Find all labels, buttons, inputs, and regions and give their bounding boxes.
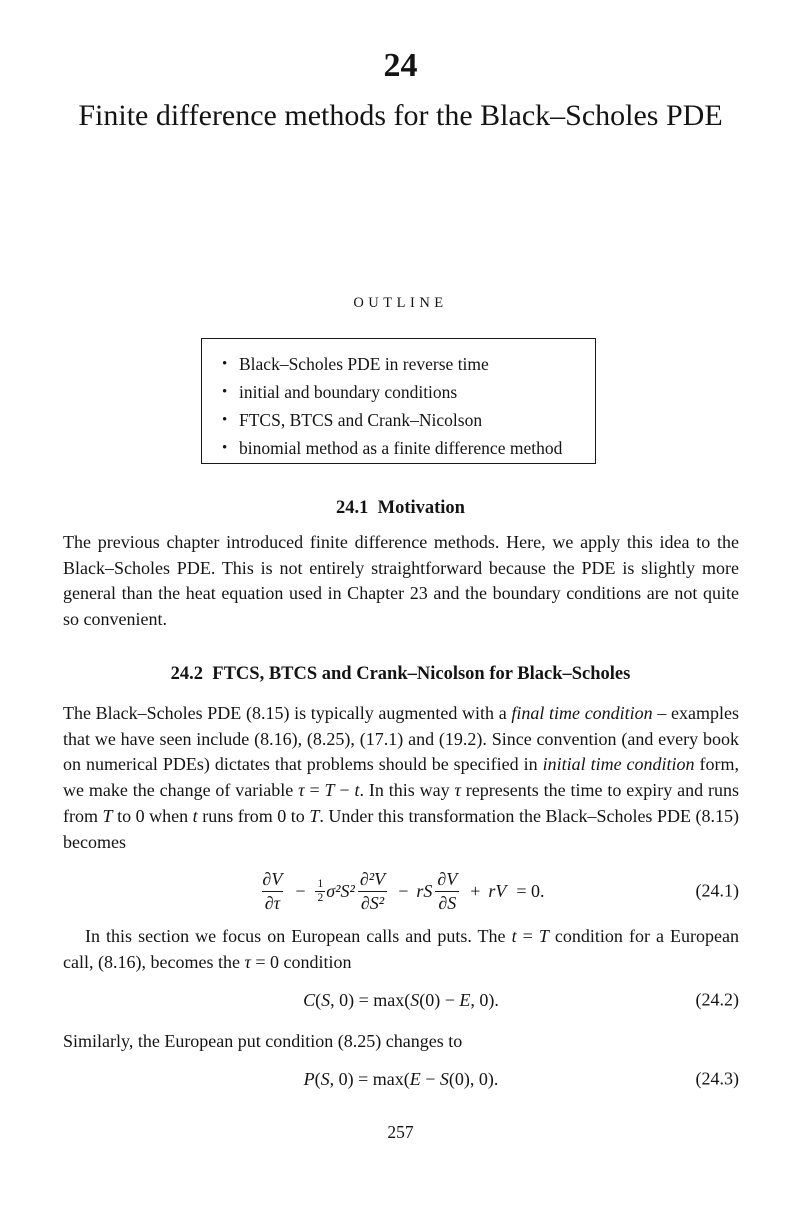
math-var: T bbox=[538, 926, 549, 946]
outline-item bbox=[222, 350, 587, 378]
math-var: T bbox=[309, 805, 320, 826]
equation-24-2-content bbox=[63, 987, 739, 1013]
text-run-italic: initial time condition bbox=[542, 754, 695, 775]
page-number: 257 bbox=[387, 1122, 414, 1142]
paragraph-european-put: Similarly, the European put condition (8.25) changes to bbox=[63, 1031, 463, 1051]
fraction-one-half bbox=[315, 878, 325, 905]
equation-24-3-content bbox=[63, 1066, 739, 1092]
text-run: − bbox=[334, 780, 355, 801]
outline-item-label: Black–Scholes PDE in reverse time bbox=[239, 354, 489, 374]
section-24-2-heading: 24.2 FTCS, BTCS and Crank–Nicolson for Black–Scholes bbox=[170, 664, 631, 684]
text-run: – examples that we have seen include (8.16), (8.25), (17.1) and (19.2). Since convention (and every book on numerical PDEs) dictates that problems should be specified in bbox=[63, 703, 739, 775]
math-var: E bbox=[459, 990, 471, 1010]
paragraph-motivation: The previous chapter introduced finite difference methods. Here, we apply this idea to the Black–Scholes PDE. This is not entirely straightforward because the PDE is slightly more general than the heat equation used in Chapter 23 and the boundary conditions are not quite so convenient. bbox=[63, 532, 739, 630]
fraction-numerator: ∂²V bbox=[359, 868, 386, 889]
outline-list bbox=[202, 339, 595, 462]
outline-item bbox=[222, 434, 587, 462]
equation-24-3 bbox=[63, 1066, 739, 1092]
equation-number-24-3: (24.3) bbox=[695, 1068, 739, 1089]
rS-term: rS bbox=[416, 880, 433, 901]
fraction-denominator: ∂τ bbox=[262, 891, 283, 915]
math-var: t bbox=[354, 780, 360, 801]
text-run: . In this way bbox=[359, 780, 455, 801]
fraction-dV-dtau bbox=[259, 868, 285, 915]
bullet-icon: • bbox=[222, 440, 228, 456]
sigma-squared-S-squared: σ²S² bbox=[326, 880, 355, 901]
text-run: − bbox=[420, 1069, 440, 1089]
plus-operator: + bbox=[470, 880, 481, 901]
math-var: S bbox=[320, 1069, 330, 1089]
math-var: C bbox=[303, 990, 316, 1010]
text-run: . Under this transformation the Black–Scholes PDE (8.15) becomes bbox=[63, 805, 739, 852]
fraction-denominator: 2 bbox=[317, 891, 324, 904]
text-run: (0) − bbox=[419, 990, 460, 1010]
outline-heading: OUTLINE bbox=[353, 295, 448, 311]
rV-term: rV bbox=[488, 880, 507, 901]
outline-item-label: binomial method as a finite difference method bbox=[239, 438, 563, 458]
equation-24-1 bbox=[63, 862, 739, 920]
text-run: to 0 when bbox=[112, 805, 193, 826]
text-run: , 0). bbox=[470, 990, 499, 1010]
math-var: τ bbox=[244, 951, 251, 972]
minus-operator: − bbox=[295, 880, 306, 901]
outline-item-label: initial and boundary conditions bbox=[239, 382, 458, 402]
math-var: t bbox=[192, 805, 198, 826]
text-run: , 0) = max( bbox=[330, 990, 411, 1010]
text-run: condition for a European call, (8.16), becomes the bbox=[63, 926, 739, 972]
equation-24-1-content bbox=[63, 862, 739, 920]
math-var: t bbox=[511, 926, 517, 946]
chapter-number: 24 bbox=[383, 47, 418, 84]
math-var: T bbox=[102, 805, 113, 826]
text-run: ( bbox=[315, 990, 322, 1010]
fraction-denominator: ∂S bbox=[435, 891, 459, 915]
fraction-d2V-dS2 bbox=[357, 868, 388, 915]
text-run: represents the time to expiry and runs from bbox=[63, 780, 739, 826]
fraction-denominator: ∂S² bbox=[358, 891, 387, 915]
math-var: S bbox=[321, 990, 331, 1010]
text-run: The Black–Scholes PDE (8.15) is typically augmented with a bbox=[63, 703, 512, 723]
math-var: T bbox=[324, 780, 335, 801]
bullet-icon: • bbox=[222, 384, 228, 400]
text-run: ( bbox=[314, 1069, 321, 1089]
equation-number-24-2: (24.2) bbox=[695, 989, 739, 1010]
outline-item-label: FTCS, BTCS and Crank–Nicolson bbox=[239, 410, 483, 430]
call-payoff-formula bbox=[303, 987, 499, 1013]
text-run: (0), 0). bbox=[448, 1069, 499, 1089]
fraction-dV-dS bbox=[434, 868, 460, 915]
math-var: E bbox=[409, 1069, 421, 1089]
math-var: P bbox=[303, 1069, 315, 1089]
fraction-numerator: 1 bbox=[317, 877, 324, 890]
text-run: , 0) = max( bbox=[329, 1069, 410, 1089]
math-var: S bbox=[439, 1069, 449, 1089]
equals-zero: = 0. bbox=[516, 880, 545, 901]
bullet-icon: • bbox=[222, 356, 228, 372]
fraction-numerator: ∂V bbox=[437, 868, 458, 889]
text-run: runs from 0 to bbox=[197, 805, 310, 826]
math-var: S bbox=[410, 990, 420, 1010]
fraction-numerator: ∂V bbox=[262, 868, 283, 889]
section-24-1-heading: 24.1 Motivation bbox=[336, 498, 465, 518]
put-payoff-formula bbox=[304, 1066, 499, 1092]
outline-box bbox=[201, 338, 596, 464]
text-run: = bbox=[304, 780, 325, 801]
text-run: In this section we focus on European calls and puts. The bbox=[85, 926, 512, 946]
equation-number-24-1: (24.1) bbox=[695, 880, 739, 901]
chapter-title: Finite difference methods for the Black–Scholes PDE bbox=[78, 99, 723, 132]
text-run: = bbox=[516, 926, 539, 946]
outline-item bbox=[222, 378, 587, 406]
math-var: τ bbox=[298, 780, 305, 801]
text-run-italic: final time condition bbox=[511, 703, 653, 723]
minus-operator: − bbox=[398, 880, 409, 901]
equation-24-2 bbox=[63, 987, 739, 1013]
paragraph-bs-pde bbox=[63, 701, 739, 855]
bullet-icon: • bbox=[222, 412, 228, 428]
text-run: form, we make the change of variable bbox=[63, 754, 739, 801]
paragraph-european-call bbox=[63, 924, 739, 975]
text-run: = 0 condition bbox=[250, 951, 352, 972]
math-var: τ bbox=[454, 780, 461, 801]
outline-item bbox=[222, 406, 587, 434]
